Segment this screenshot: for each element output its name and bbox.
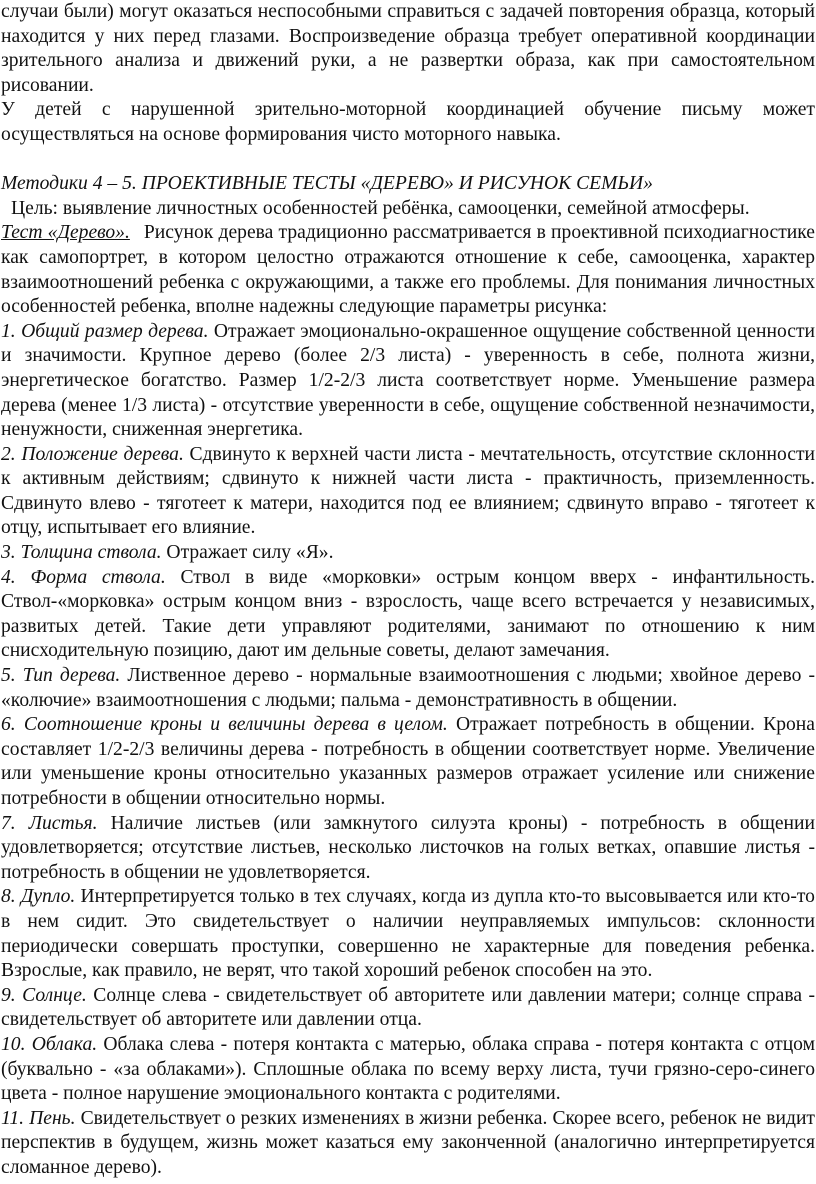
section-goal: Цель: выявление личностных особенностей ребёнка, самооценки, семейной атмосферы.: [11, 197, 750, 219]
item-text: Наличие листьев (или замкнутого силуэта кроны) - потребность в общении удовлетворяется; отсутствие листьев, несколько листочков на голых ветках, опавшие листья - потребность в общении не удовлетворяется.: [1, 812, 816, 883]
item-text: Отражает эмоционально-окрашенное ощущение собственной ценности и значимости. Крупное дерево (более 2/3 листа) - уверенность в себе, полнота жизни, энергетическое богатство. Размер 1/2-2/3 листа соответствует норме. Уменьшение размера дерева (менее 1/3 листа) - отсутствие уверенности в себе, ощущение собственной незначимости, ненужности, сниженная энергетика.: [1, 320, 815, 441]
item-text: Свидетельствует о резких изменениях в жизни ребенка. Скорее всего, ребенок не видит перспектив в будущем, жизнь может казаться ему законченной (аналогично интерпретируется сломанное дерево).: [1, 1107, 815, 1178]
blank-line: [1, 148, 815, 173]
item-text: Солнце слева - свидетельствует об авторитете или давлении матери; солнце справа - свидетельствует об авторитете или давлении отца.: [1, 984, 816, 1031]
intro-paragraph-1: случаи были) могут оказаться неспособными справиться с задачей повторения образца, который находится у них перед глазами. Воспроизведение образца требует оперативной координации зрительного анализа и движений руки, а не развертки образа, как при самостоятельном рисовании.: [1, 1, 815, 96]
document-page: [1, 0, 815, 1181]
item-text: Отражает потребность в общении. Крона составляет 1/2-2/3 величины дерева - потребность в общении соответствует норме. Увеличение или уменьшение кроны относительно указанных размеров отражает усиление или снижение потребности в общении относительно нормы.: [1, 714, 815, 809]
tree-test-text: Рисунок дерева традиционно рассматривается в проективной психодиагностике как самопортрет, в котором целостно отражаются отношение к себе, самооценка, характер взаимоотношений ребенка с окружающими, а также его проблемы. Для понимания личностных особенностей ребенка, вполне надежны следующие параметры рисунка:: [1, 222, 815, 318]
list-item-3: [1, 541, 815, 566]
item-label: 6. Соотношение кроны и величины дерева в целом.: [1, 714, 448, 736]
section-title: Методики 4 – 5. ПРОЕКТИВНЫЕ ТЕСТЫ «ДЕРЕВО» И РИСУНОК СЕМЬИ»: [1, 173, 653, 195]
item-label: 1. Общий размер дерева.: [1, 320, 209, 342]
list-item-5: [1, 664, 815, 713]
item-label: 11. Пень.: [1, 1107, 76, 1129]
item-label: 3. Толщина ствола.: [1, 542, 162, 564]
item-label: 9. Солнце.: [1, 984, 87, 1006]
list-item-1: [1, 320, 815, 443]
list-item-7: [1, 812, 815, 886]
item-text: Облака слева - потеря контакта с матерью, облака справа - потеря контакта с отцом (буквально - «за облаками»). Сплошные облака по всему верху листа, тучи грязно-серо-синего цвета - полное нарушение эмоционального контакта с родителями.: [1, 1033, 816, 1105]
item-label: 8. Дупло.: [1, 886, 76, 908]
item-text: Отражает силу «Я».: [161, 542, 334, 564]
list-item-9: [1, 984, 815, 1033]
item-text: Интерпретируется только в тех случаях, когда из дупла кто-то высовывается или кто-то в нем сидит. Это свидетельствует о наличии неуправляемых импульсов: склонности периодически совершать проступки, совершенно не характерные для поведения ребенка. Взрослые, как правило, не верят, что такой хороший ребенок способен на это.: [1, 886, 815, 982]
tree-test-name: Тест «Дерево».: [1, 222, 130, 244]
tree-test-intro: [1, 221, 815, 319]
list-item-6: [1, 713, 815, 811]
item-label: 10. Облака.: [1, 1033, 98, 1055]
item-text: Ствол в виде «морковки» острым концом вверх - инфантильность. Ствол-«морковка» острым концом вниз - взрослость, чаще всего встречается у независимых, развитых детей. Такие дети управляют родителями, занимают по отношению к ним снисходительную позицию, дают им дельные советы, делают замечания.: [1, 566, 815, 662]
list-item-10: [1, 1033, 815, 1107]
intro-paragraph-2: У детей с нарушенной зрительно-моторной координацией обучение письму может осуществляться на основе формирования чисто моторного навыка.: [1, 99, 815, 145]
item-label: 4. Форма ствола.: [1, 566, 166, 588]
item-label: 7. Листья.: [1, 812, 98, 834]
item-text: Лиственное дерево - нормальные взаимоотношения с людьми; хвойное дерево - «колючие» взаимоотношения с людьми; пальма - демонстративность в общении.: [1, 665, 815, 711]
item-label: 5. Тип дерева.: [1, 665, 121, 687]
list-item-11: [1, 1107, 815, 1181]
list-item-4: [1, 566, 815, 664]
list-item-2: [1, 443, 815, 541]
list-item-8: [1, 885, 815, 983]
item-text: Сдвинуто к верхней части листа - мечтательность, отсутствие склонности к активным действиям; сдвинуто к нижней части листа - практичность, приземленность. Сдвинуто влево - тяготеет к матери, находится под ее влиянием; сдвинуто вправо - тяготеет к отцу, испытывает его влияние.: [1, 443, 816, 539]
item-label: 2. Положение дерева.: [1, 443, 184, 465]
